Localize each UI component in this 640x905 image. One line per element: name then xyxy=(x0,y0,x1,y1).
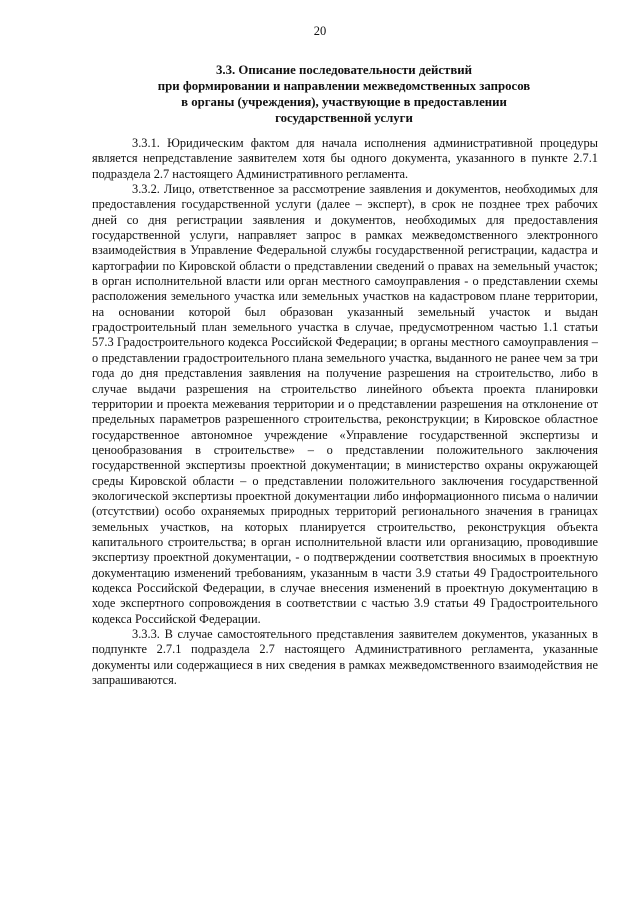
section-title-line: государственной услуги xyxy=(275,111,413,125)
paragraph-3-3-2: 3.3.2. Лицо, ответственное за рассмотрение заявления и документов, необходимых для предоставления государственной услуги (далее – эксперт), в срок не позднее трех рабочих дней со дня регистрации заявления и документов, необходимых для предоставления государственной услуги, направляет запрос в рамках межведомственного электронного взаимодействия в Управление Федеральной службы государственной регистрации, кадастра и картографии по Кировской области о представлении сведений о правах на земельный участок; в орган исполнительной власти или орган местного самоуправления - о представлении схемы расположения земельного участка или земельных участков на кадастровом плане территории, на основании которой был образован указанный земельный участок и выдан градостроительный план земельного участка в случае, предусмотренном частью 1.1 статьи 57.3 Градостроительного кодекса Российской Федерации; в органы местного самоуправления – о представлении градостроительного плана земельного участка, выданного не ранее чем за три года до дня представления заявления на получение разрешения на строительство, либо в случае выдачи разрешения на строительство линейного объекта проекта планировки территории и проекта межевания территории и о представлении разрешения на отклонение от предельных параметров разрешенного строительства, реконструкции; в Кировское областное государственное автономное учреждение «Управление государственной экспертизы и ценообразования в строительстве» – о представлении положительного заключения государственной экспертизы проектной документации; в министерство охраны окружающей среды Кировской области – о представлении положительного заключения государственной экологической экспертизы проектной документации либо информационного письма о наличии (отсутствии) особо охраняемых природных территорий регионального значения в границах земельных участков, на которых планируется строительство, реконструкция объекта капитального строительства; в орган исполнительной власти или организацию, проводившие экспертизу проектной документации, - о подтверждении соответствия вносимых в проектную документацию изменений требованиям, указанным в части 3.9 статьи 49 Градостроительного кодекса Российской Федерации, в случае внесения изменений в проектную документацию в ходе экспертного сопровождения в соответствии с частью 3.9 статьи 49 Градостроительного кодекса Российской Федерации. xyxy=(92,182,598,626)
page-number: 20 xyxy=(313,24,327,38)
section-title xyxy=(92,62,596,126)
paragraph-3-3-1: 3.3.1. Юридическим фактом для начала исполнения административной процедуры является непредставление заявителем хотя бы одного документа, указанного в пункте 2.7.1 подраздела 2.7 настоящего Административного регламента. xyxy=(92,136,598,181)
paragraph-3-3-3: 3.3.3. В случае самостоятельного представления заявителем документов, указанных в подпункте 2.7.1 подраздела 2.7 настоящего Административного регламента, указанные документы или содержащиеся в них сведения в рамках межведомственного взаимодействия не запрашиваются. xyxy=(92,627,598,688)
document-body xyxy=(92,136,598,688)
section-title-line: в органы (учреждения), участвующие в предоставлении xyxy=(181,95,507,109)
section-title-line: 3.3. Описание последовательности действий xyxy=(216,63,472,77)
section-title-line: при формировании и направлении межведомственных запросов xyxy=(157,79,531,93)
